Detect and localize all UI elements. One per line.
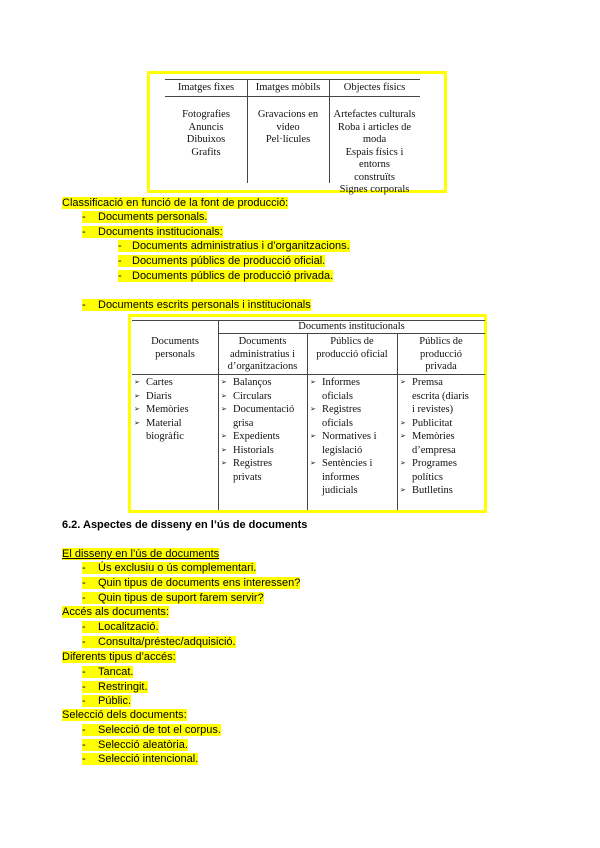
table1-cell: Grafits [191,146,221,158]
table2-item: ➢ Circulars [221,390,307,404]
list-item: - Ús exclusiu o ús complementari. [82,562,257,574]
list-item: - Selecció de tot el corpus. [82,724,221,736]
table1-cell: Artefactes culturals [333,109,416,120]
documents-table [132,320,485,510]
list-item: - Consulta/préstec/adquisició. [82,636,236,648]
table2-col-header: Públics de producció privada [419,336,463,372]
list-item: - Quin tipus de suport farem servir? [82,592,264,604]
sub-list-item: - Documents públics de producció oficial. [118,255,326,267]
list-item: - Documents institucionals: [82,226,223,238]
list-item: - Tancat. [82,666,134,678]
seleccio-heading: Selecció dels documents: [62,709,187,721]
font-classification-heading: Classificació en funció de la font de producció: [62,197,289,209]
table2-item: ➢ Normatives i [310,430,397,444]
table1-cell: Fotografies [182,109,230,120]
table2-item: ➢ Sentències i [310,457,397,471]
table2-item: ➢ Cartes [134,376,216,390]
table2-rule [218,333,485,334]
list-item: - Selecció intencional. [82,753,199,765]
table2-item-cont: privats [233,471,262,483]
table1-cell: Dibuixos [186,134,226,145]
table2-item-cont: informes [322,471,360,483]
table2-item: ➢ Historials [221,444,307,458]
sub-list-item: - Documents públics de producció privada. [118,270,334,282]
list-item: - Públic. [82,695,132,707]
table2-col-items [221,376,307,484]
table1-header: Objectes físics [329,79,420,97]
table1-header: Imatges fixes [165,79,247,97]
table2-col-header: Documents administratius i d’organitzacions [227,336,298,372]
table2-item: ➢ Premsa [400,376,485,390]
table2-item: ➢ Programes [400,457,485,471]
table2-col-items [400,376,485,498]
table2-item-cont: biogràfic [146,431,184,442]
table1-cell: Pel·lícules [265,134,311,145]
table1-divider [329,79,330,183]
table1-divider [247,79,248,183]
table1-col-objects [329,79,420,195]
list-item: - Documents escrits personals i institucionals [82,299,311,311]
table2-item: ➢ Memòries [400,430,485,444]
table1-cell: Anuncis [188,121,224,133]
table2-group-header: Documents institucionals [298,321,405,332]
table2-col-items [134,376,216,444]
table2-item: ➢ Balanços [221,376,307,390]
table2-item-cont: d’empresa [412,444,456,456]
table2-item-cont: judicials [322,485,358,496]
table1-col-mobile [247,79,329,183]
table2-item: ➢ Diaris [134,390,216,404]
table1-header: Imatges mòbils [247,79,329,97]
table1-cell: construïts [354,171,395,183]
table2-item: ➢ Butlletins [400,484,485,498]
list-item: - Quin tipus de documents ens interessen? [82,577,301,589]
section-title: 6.2. Aspectes de disseny en l’ús de documents [62,519,308,531]
disseny-heading: El disseny en l’ús de documents [62,548,220,560]
table1-col-fixed [165,79,247,183]
table2-item-cont: escrita (diaris [412,390,469,402]
table2-item-cont: oficials [322,417,353,429]
table2-item-cont: polítics [412,471,443,483]
table2-item: ➢ Documentació [221,403,307,417]
list-item: - Selecció aleatòria. [82,739,188,751]
table1-cell: Espais físics i entorns [345,146,404,170]
table2-item: ➢ Registres [221,457,307,471]
table2-item: ➢ Expedients [221,430,307,444]
table2-col-header: Públics de producció oficial [316,336,388,360]
table2-item: ➢ Memòries [134,403,216,417]
table2-item: ➢ Publicitat [400,417,485,431]
table2-rule [132,374,485,375]
table1-cell: vídeo [276,121,300,133]
image-types-table [165,79,420,195]
tipus-heading: Diferents tipus d’accés: [62,651,176,663]
list-item: - Restringit. [82,681,148,693]
table1-cell: Signes corporals [339,184,410,195]
table2-item-cont: i revistes) [412,404,454,415]
table2-item-cont: oficials [322,390,353,402]
table2-item: ➢ Registres [310,403,397,417]
table2-col-header: Documents personals [151,336,199,360]
list-item: - Documents personals. [82,211,208,223]
table2-col-items [310,376,397,498]
table1-cell: Gravacions en [257,109,319,120]
table2-item-cont: grisa [233,417,254,429]
acces-heading: Accés als documents: [62,606,169,618]
table2-item: ➢ Material [134,417,216,431]
list-item: - Localització. [82,621,159,633]
table1-cell: Roba i articles de moda [337,121,412,145]
sub-list-item: - Documents administratius i d’organitzacions. [118,240,350,252]
table2-item-cont: legislació [322,444,363,456]
table2-item: ➢ Informes [310,376,397,390]
